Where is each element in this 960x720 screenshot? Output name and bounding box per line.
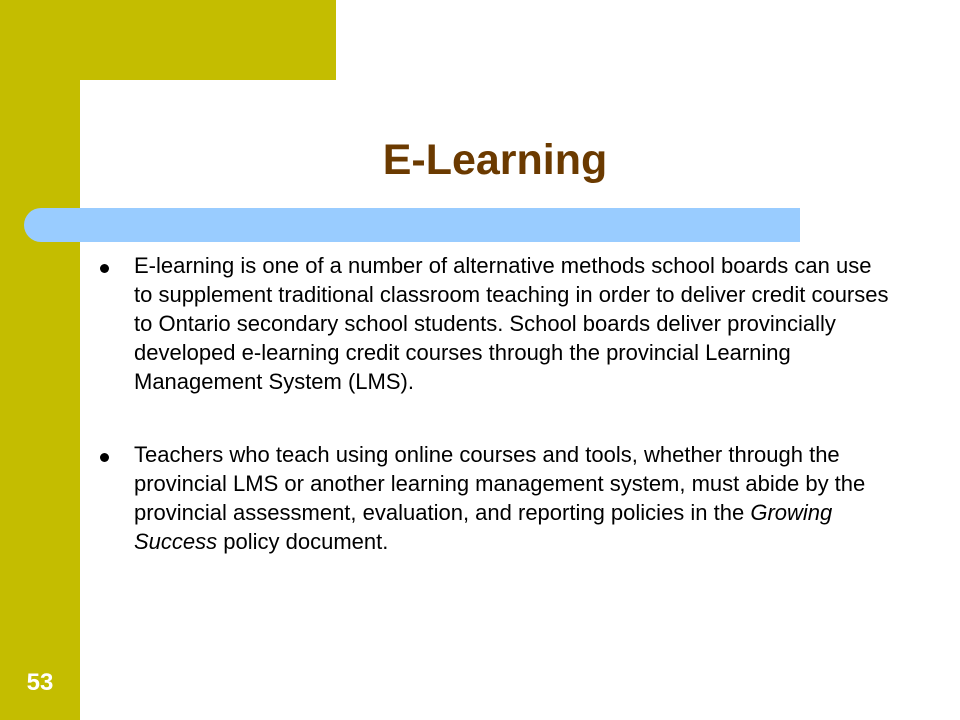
bullet-list: [100, 251, 890, 556]
bullet-dot-icon: [100, 453, 109, 462]
title-underline-band: [24, 208, 800, 242]
slide-number: 53: [26, 669, 54, 696]
top-accent-block: [0, 0, 336, 80]
bullet-text-part: Teachers who teach using online courses and tools, whether through the provincial LMS or another learning management system, must abide by the provincial assessment, evaluation, and reporting policies in the: [134, 442, 866, 525]
left-accent-bar: [0, 0, 80, 720]
bullet-text-part: policy document.: [217, 529, 389, 554]
bullet-text: E-learning is one of a number of alternative methods school boards can use to supplement traditional classroom teaching in order to deliver credit courses to Ontario secondary school students. School boards deliver provincially developed e-learning credit courses through the provincial Learning Management System (LMS).: [134, 253, 889, 394]
document-title: Growing Success: [134, 500, 833, 554]
slide-title: E-Learning: [382, 136, 608, 184]
bullet-dot-icon: [100, 264, 109, 273]
bullet-item: [100, 440, 890, 556]
bullet-item: [100, 251, 890, 396]
bullet-text: [134, 442, 865, 554]
